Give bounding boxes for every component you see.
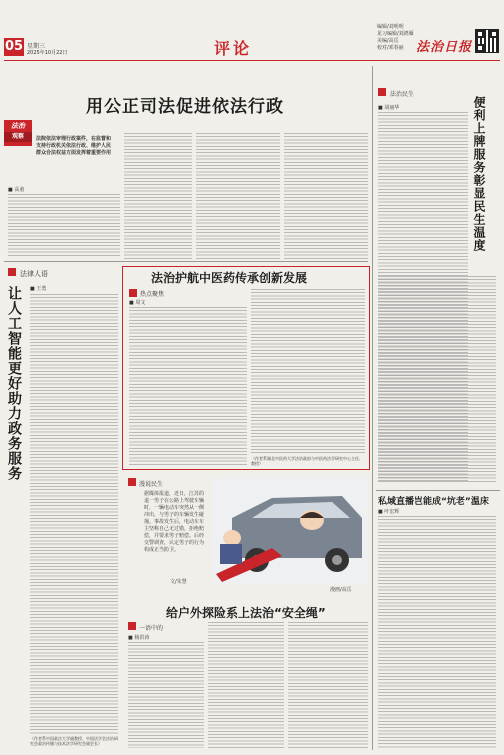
cartoon-credit: 文/朱慧 (170, 579, 187, 585)
bottom-title: 给户外探险系上法治“安全绳” (166, 606, 326, 620)
bottom-body-col2 (208, 622, 284, 748)
cartoon-illustration (212, 478, 368, 584)
editor-line: 美编/高岳 (377, 38, 399, 44)
bottom-author: ■ 杨洪涛 (128, 635, 150, 641)
feature-label: 热点聚焦 (140, 291, 165, 298)
badge-bottom: 观察 (4, 132, 32, 142)
left-author: ■ 王勇 (30, 286, 47, 292)
badge-top: 法治 (11, 121, 25, 130)
cartoon-label: 漫说民生 (139, 481, 164, 488)
header-rule (4, 60, 500, 61)
right-section-rule (376, 490, 500, 491)
right-section-label: 法治民生 (390, 91, 415, 98)
lead-body-col1 (8, 194, 120, 258)
date: 2025年10月22日 (27, 50, 68, 56)
lead-author: ■ 高童 (8, 187, 25, 193)
left-title: 让人工智能更好助力政务服务 (6, 286, 22, 481)
left-body (30, 294, 118, 734)
section-title: 评论 (214, 39, 253, 58)
editor-line: 见习编辑/刘鸿雁 (377, 31, 414, 37)
weekday: 星期三 (27, 43, 46, 50)
left-footnote: （作者系中国政法大学副教授、中国法学会法治研究会政治传播与技术法学研究会副会长） (30, 736, 118, 746)
editor-line: 编辑/刘明明 (377, 24, 404, 30)
lead-title: 用公正司法促进依法行政 (86, 97, 284, 117)
editor-line: 校对/邓春丽 (377, 45, 404, 51)
feature-title: 法治护航中医药传承创新发展 (151, 271, 308, 285)
feature-marker (129, 289, 137, 297)
feature-body-col2 (251, 289, 365, 455)
lead-badge (4, 120, 32, 146)
bottom-marker (128, 622, 136, 630)
bottom-label: 一语中的 (139, 625, 164, 632)
left-section-label: 法律人语 (20, 270, 48, 278)
feature-footer: （作者系湖北中医药大学法治政府与中医药法学研究中心主任、教授） (251, 456, 363, 466)
page-header (0, 0, 504, 66)
paper-logo: 法治日报 (416, 40, 473, 55)
cartoon-artist: 漫画/高岳 (330, 587, 352, 593)
cartoon-caption: 据媒体报道，近日，江苏的退一男子在公路上驾驶车辆时，一辆电动车突然从一侧冲出，与男子的车辆发生碰撞。事故发生后，电动车车主坚称自己无过错，拒绝赔偿，并要求男子赔偿。后经交警调查，认定男子的行为构成正当防卫。 (144, 491, 205, 553)
lead-body-col3 (196, 133, 280, 259)
lead-summary: 法院依法审理行政案件，在监督和支持行政机关依法行政、维护人民群众合法权益方面发挥着重要作用 (36, 136, 112, 156)
right-author: ■ 胡丽华 (378, 105, 400, 111)
right-body-bottom (378, 516, 496, 748)
right-bottom-author: ■ 叶宏辉 (378, 509, 400, 515)
lead-body-col4 (284, 133, 368, 259)
qr-code-icon (476, 30, 498, 52)
right-body-top-wide (378, 276, 496, 482)
car-crash-illustration (212, 478, 368, 584)
right-divider (372, 66, 373, 750)
right-bottom-title: 私域直播岂能成“坑老”温床 (378, 497, 489, 507)
right-marker (378, 88, 386, 96)
lead-divider (4, 261, 368, 262)
page-number: 05 (4, 39, 24, 54)
right-title: 便利上牌服务彰显民生温度 (472, 96, 486, 252)
feature-author: ■ 周文 (129, 300, 146, 306)
feature-box (122, 266, 370, 470)
lead-body-col2 (124, 133, 192, 259)
bottom-body-col1 (128, 642, 204, 748)
feature-body-col1 (129, 307, 247, 465)
cartoon-marker (128, 478, 136, 486)
section-marker (8, 268, 16, 276)
bottom-body-col3 (288, 622, 368, 748)
